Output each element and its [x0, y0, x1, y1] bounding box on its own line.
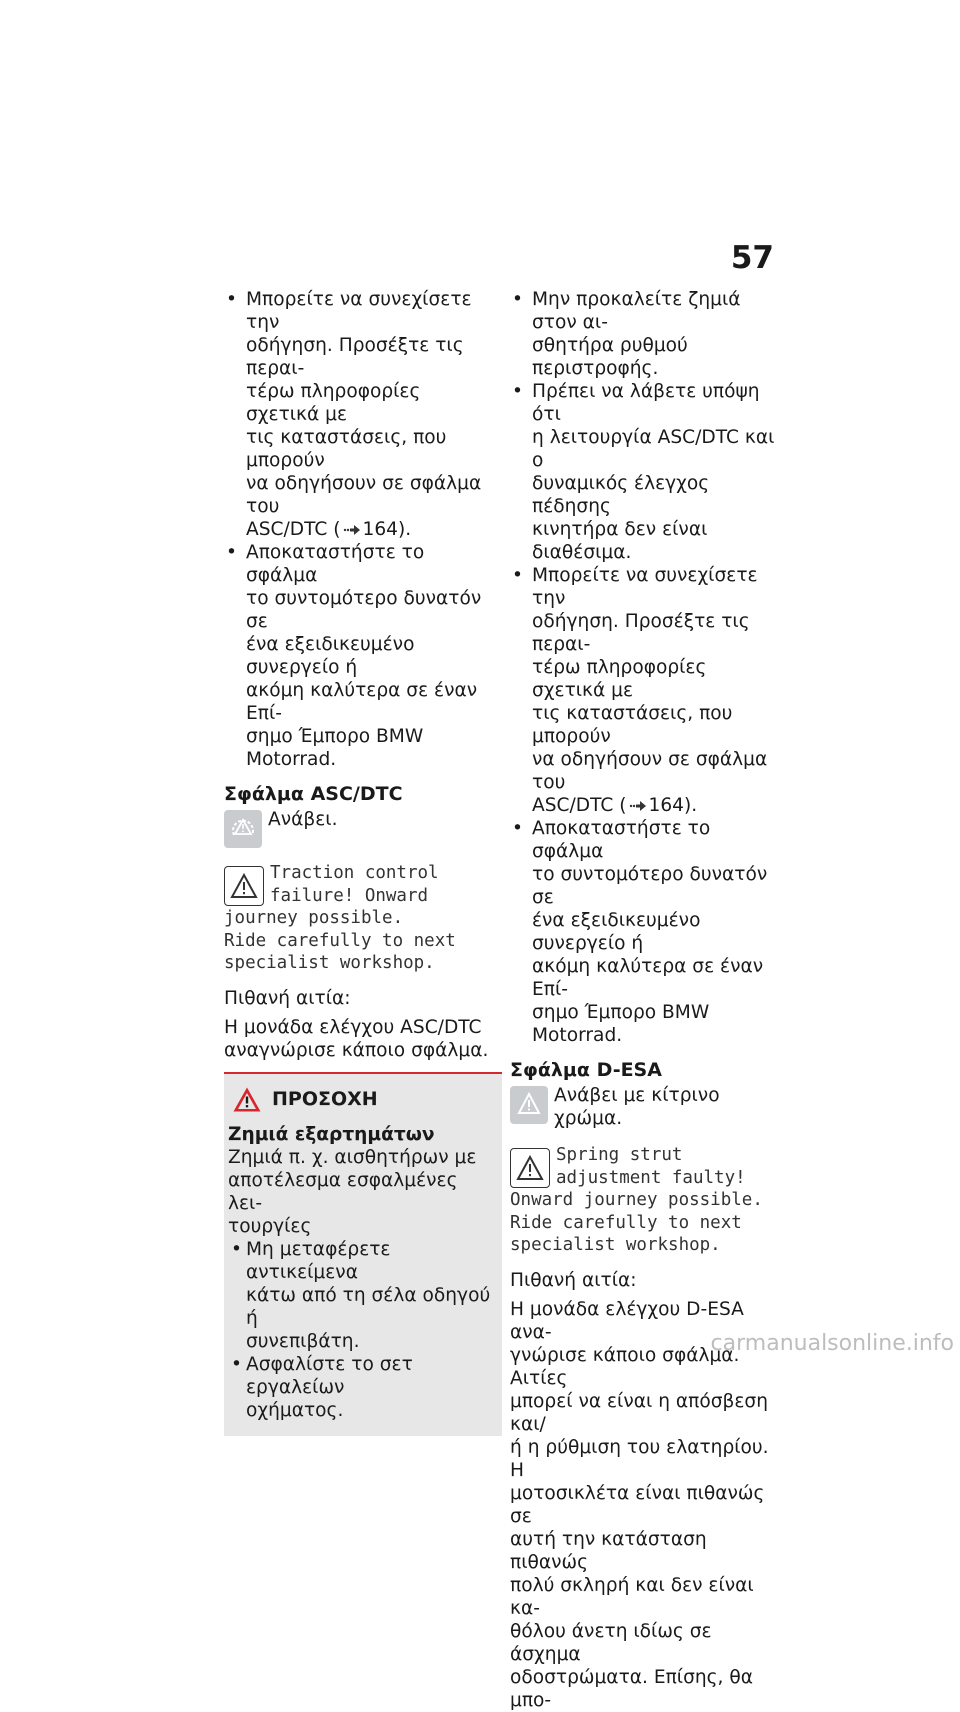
text-line: να οδηγήσουν σε σφάλμα του — [532, 749, 768, 793]
page-number: 57 — [730, 240, 774, 276]
caution-subtitle: Ζημιά εξαρτημάτων — [228, 1123, 435, 1145]
text-line: να οδηγήσουν σε σφάλμα του — [246, 473, 482, 517]
text-line: ακόμη καλύτερα σε έναν Επί- — [532, 956, 764, 1000]
general-warning-icon — [510, 1148, 550, 1188]
text-line: ένα εξειδικευμένο συνεργείο ή — [246, 634, 415, 678]
bullet-dot: • — [512, 818, 523, 839]
left-column — [224, 288, 492, 1436]
text-line: ακόμη καλύτερα σε έναν Επί- — [246, 680, 478, 724]
text-line: Ζημιά π. χ. αισθητήρων με — [228, 1146, 477, 1168]
text-line: τέρω πληροφορίες σχετικά με — [246, 381, 421, 425]
text-line: Πρέπει να λάβετε υπόψη ότι — [532, 381, 760, 425]
display-message — [510, 1144, 778, 1257]
caution-triangle-icon — [232, 1086, 262, 1113]
text-line: το συντομότερο δυνατόν σε — [532, 864, 768, 908]
text-line: τις καταστάσεις, που μπορούν — [246, 427, 447, 471]
bullet-dot: • — [512, 289, 523, 310]
caution-header — [228, 1086, 492, 1113]
cause-text — [224, 1016, 492, 1062]
text-line: σθητήρα ρυθμού περιστροφής. — [532, 335, 688, 379]
text-line: τέρω πληροφορίες σχετικά με — [532, 657, 707, 701]
arrow-right-icon — [629, 800, 647, 812]
message-line: failure! Onward — [270, 885, 429, 906]
text-line: η λειτουργία ASC/DTC και ο — [532, 427, 775, 471]
text-line: αναγνώρισε κάποιο σφάλμα. — [224, 1039, 489, 1061]
text-line: οχήματος. — [246, 1399, 344, 1421]
bullet-dot: • — [231, 1353, 242, 1375]
text-line: μοτοσικλέτα είναι πιθανώς σε — [510, 1482, 765, 1527]
cause-label: Πιθανή αιτία: — [510, 1269, 637, 1291]
text-line: μπορεί να είναι η απόσβεση και/ — [510, 1390, 768, 1435]
bullet-repair-fault — [224, 541, 492, 771]
lamp-status-text: Ανάβει. — [268, 809, 338, 830]
text-line: Αποκαταστήστε το σφάλμα — [532, 818, 711, 862]
text-line: Ασφαλίστε το σετ εργαλείων — [246, 1353, 413, 1398]
message-line: specialist workshop. — [224, 953, 435, 973]
text-line: Μπορείτε να συνεχίσετε την — [532, 565, 758, 609]
message-line: journey possible. — [224, 908, 404, 928]
message-line: Spring strut — [556, 1145, 683, 1165]
bullet-continue-riding — [510, 564, 778, 817]
bullet-no-damage — [510, 288, 778, 380]
ref-page[interactable]: 164). — [648, 795, 698, 816]
text-line-ref — [246, 518, 492, 541]
lamp-row — [510, 1084, 778, 1130]
ref-text: ASC/DTC ( — [532, 795, 627, 816]
bullet-not-available — [510, 380, 778, 564]
text-line: Αποκαταστήστε το σφάλμα — [246, 542, 425, 586]
text-line: συνεπιβάτη. — [246, 1330, 360, 1352]
text-line: κινητήρα δεν είναι διαθέσιμα. — [532, 519, 708, 563]
caution-box — [224, 1072, 502, 1436]
watermark[interactable]: carmanualsonline.info — [710, 1331, 954, 1356]
ref-text: ASC/DTC ( — [246, 519, 341, 540]
text-line: θόλου άνετη ιδίως σε άσχημα — [510, 1620, 712, 1665]
message-line: Ride carefully to next — [224, 930, 456, 951]
text-line: τις καταστάσεις, που μπορούν — [532, 703, 733, 747]
text-line-ref — [532, 794, 778, 817]
text-line: δυναμικός έλεγχος πέδησης — [532, 473, 710, 517]
bullet-dot: • — [512, 565, 523, 586]
message-line: Traction control — [270, 863, 439, 883]
bullet-repair-fault — [510, 817, 778, 1047]
lamp-status-text: Ανάβει με κίτρινο χρώμα. — [554, 1085, 720, 1129]
desa-warning-lamp-icon — [510, 1086, 548, 1124]
message-line: Onward journey possible. — [510, 1190, 763, 1210]
bullet-dot: • — [231, 1238, 242, 1260]
caution-item — [228, 1238, 492, 1353]
general-warning-icon — [224, 866, 264, 906]
text-line: οδήγηση. Προσέξτε τις περαι- — [246, 335, 464, 379]
text-line: το συντομότερο δυνατόν σε — [246, 588, 482, 632]
text-line: αυτή την κατάσταση πιθανώς — [510, 1528, 707, 1573]
text-line: κάτω από τη σέλα οδηγού ή — [246, 1284, 491, 1329]
right-column — [510, 288, 778, 1712]
bullet-continue-riding — [224, 288, 492, 541]
cause-label: Πιθανή αιτία: — [224, 987, 351, 1009]
lamp-row — [224, 808, 492, 848]
text-line: πολύ σκληρή και δεν είναι κα- — [510, 1574, 754, 1619]
message-line: Ride carefully to next — [510, 1212, 742, 1233]
text-line: οδοστρώματα. Επίσης, θα μπο- — [510, 1666, 754, 1711]
text-line: Η μονάδα ελέγχου ASC/DTC — [224, 1016, 482, 1038]
caution-text — [228, 1146, 492, 1238]
section-heading-desa: Σφάλμα D-ESA — [510, 1059, 662, 1081]
text-line: σημο Έμπορο BMW Motorrad. — [532, 1002, 710, 1046]
text-line: οδήγηση. Προσέξτε τις περαι- — [532, 611, 750, 655]
bullet-dot: • — [226, 289, 237, 310]
ref-page[interactable]: 164). — [362, 519, 412, 540]
section-heading-asc: Σφάλμα ASC/DTC — [224, 783, 403, 805]
cause-text — [510, 1298, 778, 1712]
bullet-dot: • — [226, 542, 237, 563]
caution-title: ΠΡΟΣΟΧΗ — [272, 1087, 378, 1110]
text-line: ένα εξειδικευμένο συνεργείο ή — [532, 910, 701, 954]
message-line: specialist workshop. — [510, 1235, 721, 1255]
bullet-dot: • — [512, 381, 523, 402]
text-line: Μη μεταφέρετε αντικείμενα — [246, 1238, 391, 1283]
text-line: αποτέλεσμα εσφαλμένες λει- — [228, 1169, 458, 1214]
text-line: Η μονάδα ελέγχου D-ESA ανα- — [510, 1298, 744, 1343]
text-line: σημο Έμπορο BMW Motorrad. — [246, 726, 424, 770]
text-line: Μπορείτε να συνεχίσετε την — [246, 289, 472, 333]
text-line: ή η ρύθμιση του ελατηρίου. Η — [510, 1436, 769, 1481]
text-line: Μην προκαλείτε ζημιά στον αι- — [532, 289, 741, 333]
asc-warning-lamp-icon — [224, 810, 262, 848]
arrow-right-icon — [343, 524, 361, 536]
caution-item — [228, 1353, 492, 1422]
text-line: τουργίες — [228, 1215, 312, 1237]
display-message — [224, 862, 492, 975]
text-line: γνώρισε κάποιο σφάλμα. Αιτίες — [510, 1344, 740, 1389]
message-line: adjustment faulty! — [556, 1167, 746, 1188]
